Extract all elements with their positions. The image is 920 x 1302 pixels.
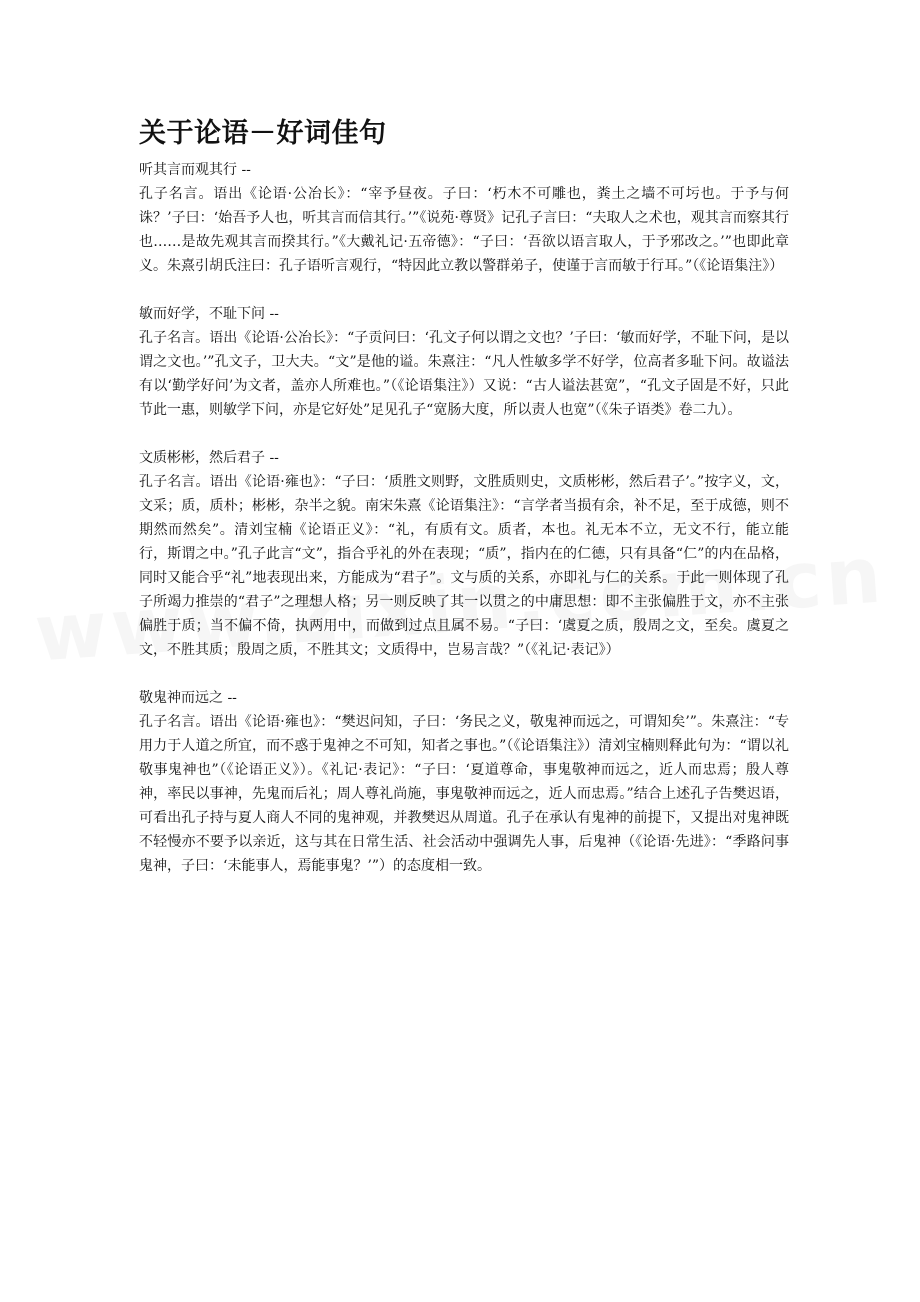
section-body: 孔子名言。语出《论语·公冶长》：“宰予昼夜。子曰：‘朽木不可雕也，粪土之墙不可圬也。于予与何诛？’子曰：‘始吾予人也，听其言而信其行。’”《说苑·尊贤》记孔子言曰：“夫取人之术也，观其言而察其行也……是故先观其言而揆其行。”《大戴礼记·五帝德》：“子曰：‘吾欲以语言取人，于予邪改之。’”也即此章义。朱熹引胡氏注曰：孔子语听言观行，“特因此立教以警群弟子，使谨于言而敏于行耳。”（《论语集注》） [139, 186, 789, 274]
section-heading: 文质彬彬，然后君子 -- [139, 450, 279, 466]
section-heading: 敏而好学，不耻下问 -- [139, 306, 279, 322]
section-heading: 敬鬼神而远之 -- [139, 690, 237, 706]
section-wen-zhi-bin-bin [139, 446, 789, 662]
document-page [139, 114, 789, 902]
section-jing-gui-shen [139, 686, 789, 878]
section-min-er-hao-xue [139, 302, 789, 422]
section-body: 孔子名言。语出《论语·公冶长》：“子贡问曰：‘孔文子何以谓之文也？’子曰：‘敏而好学，不耻下问，是以谓之文也。’”孔文子，卫大夫。“文”是他的谥。朱熹注：“凡人性敏多学不好学，位高者多耻下问。故谥法有以‘勤学好问’为文者，盖亦人所难也。”（《论语集注》）又说：“古人谥法甚宽”，“孔文子固是不好，只此节此一惠，则敏学下问，亦是它好处”足见孔子“宽肠大度，所以责人也宽”（《朱子语类》卷二九）。 [139, 330, 789, 418]
section-body: 孔子名言。语出《论语·雍也》：“樊迟问知，子曰：‘务民之义，敬鬼神而远之，可谓知矣’”。朱熹注：“专用力于人道之所宜，而不惑于鬼神之不可知，知者之事也。”（《论语集注》）清刘宝楠则释此句为：“谓以礼敬事鬼神也”（《论语正义》）。《礼记·表记》：“子曰：‘夏道尊命，事鬼敬神而远之，近人而忠焉；殷人尊神，率民以事神，先鬼而后礼；周人尊礼尚施，事鬼敬神而远之，近人而忠焉。”结合上述孔子告樊迟语，可看出孔子持与夏人商人不同的鬼神观，并教樊迟从周道。孔子在承认有鬼神的前提下，又提出对鬼神既不轻慢亦不要予以亲近，这与其在日常生活、社会活动中强调先人事，后鬼神（《论语·先进》：“季路问事鬼神，子曰：‘未能事人，焉能事鬼？’”）的态度相一致。 [139, 714, 789, 874]
section-heading: 听其言而观其行 -- [139, 162, 251, 178]
section-ting-qi-yan [139, 158, 789, 278]
document-title: 关于论语－好词佳句 [139, 118, 387, 149]
section-body: 孔子名言。语出《论语·雍也》：“子曰：‘质胜文则野，文胜质则史，文质彬彬，然后君子’。”按字义，文，文采；质，质朴；彬彬，杂半之貌。南宋朱熹《论语集注》：“言学者当损有余，补不足，至于成德，则不期然而然矣”。清刘宝楠《论语正义》：“礼，有质有文。质者，本也。礼无本不立，无文不行，能立能行，斯谓之中。”孔子此言“文”，指合乎礼的外在表现；“质”，指内在的仁德，只有具备“仁”的内在品格，同时又能合乎“礼”地表现出来，方能成为“君子”。文与质的关系，亦即礼与仁的关系。于此一则体现了孔子所竭力推崇的“君子”之理想人格；另一则反映了其一以贯之的中庸思想：即不主张偏胜于文，亦不主张偏胜于质；当不偏不倚，执两用中，而做到过点且属不易。“子曰：‘虞夏之质，殷周之文，至矣。虞夏之文，不胜其质；殷周之质，不胜其文；文质得中，岂易言哉？”（《礼记·表记》） [139, 474, 789, 658]
